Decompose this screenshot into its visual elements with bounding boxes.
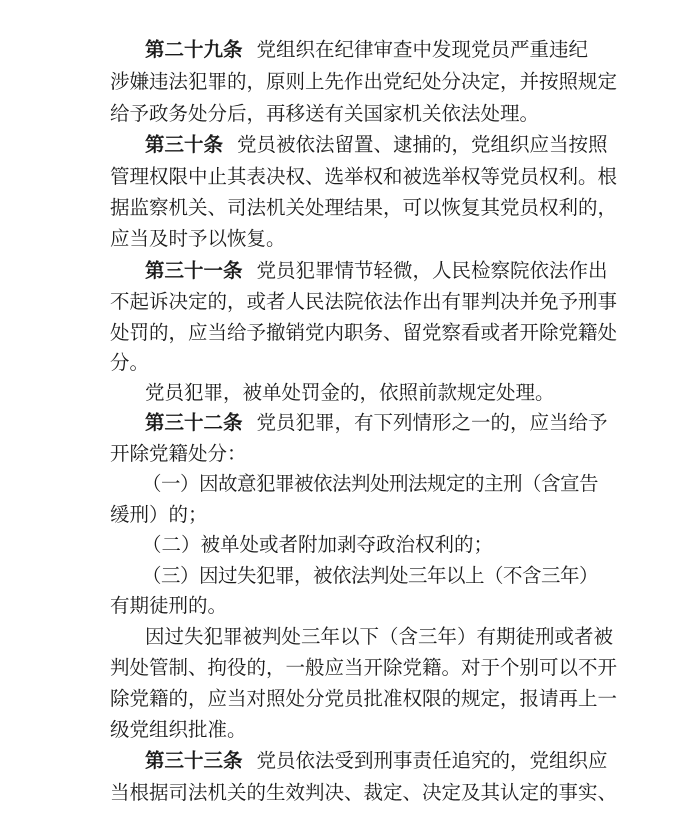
article-29-line-2: 涉嫌违法犯罪的，原则上先作出党纪处分决定，并按照规定: [110, 70, 618, 93]
article-31-line-2: 不起诉决定的，或者人民法院依法作出有罪判决并免予刑事: [110, 290, 618, 313]
article-29-text-1: 党组织在纪律审查中发现党员严重违纪: [256, 38, 589, 61]
article-33-label: 第三十三条: [145, 749, 243, 772]
article-30-line-1: [145, 133, 608, 157]
article-32-item-3-line-1: （三）因过失犯罪，被依法判处三年以上（不含三年）: [142, 564, 599, 587]
article-29-line-3: 给予政务处分后，再移送有关国家机关依法处理。: [110, 102, 540, 125]
article-29-label: 第二十九条: [145, 38, 243, 61]
article-32-para-2-line-4: 级党组织批准。: [110, 718, 247, 741]
article-32-para-2-line-1: 因过失犯罪被判处三年以下（含三年）有期徒刑或者被: [145, 625, 614, 648]
article-33-text-1: 党员依法受到刑事责任追究的，党组织应: [256, 749, 608, 772]
article-31-line-1: [145, 259, 608, 283]
article-32-text-1: 党员犯罪，有下列情形之一的，应当给予: [256, 411, 608, 434]
article-32-para-2-line-2: 判处管制、拘役的，一般应当开除党籍。对于个别可以不开: [110, 656, 618, 679]
article-29-line-1: [145, 38, 588, 62]
article-30-label: 第三十条: [145, 133, 224, 156]
article-33-line-2: 当根据司法机关的生效判决、裁定、决定及其认定的事实、: [110, 781, 618, 804]
article-31-line-3: 处罚的，应当给予撤销党内职务、留党察看或者开除党籍处: [110, 321, 618, 344]
article-30-text-1: 党员被依法留置、逮捕的，党组织应当按照: [237, 133, 608, 156]
article-32-item-3-line-2: 有期徒刑的。: [110, 594, 228, 617]
article-31-label: 第三十一条: [145, 259, 243, 282]
article-32-line-1: [145, 411, 608, 435]
article-32-line-2: 开除党籍处分：: [110, 442, 247, 465]
article-32-para-2-line-3: 除党籍的，应当对照处分党员批准权限的规定，报请再上一: [110, 687, 618, 710]
article-30-line-4: 应当及时予以恢复。: [110, 227, 286, 250]
article-32-item-1-line-2: 缓刑）的；: [110, 503, 208, 526]
article-31-line-4: 分。: [110, 351, 150, 374]
article-32-item-2: （二）被单处或者附加剥夺政治权利的；: [142, 533, 494, 556]
article-32-item-1-line-1: （一）因故意犯罪被依法判处刑法规定的主刑（含宣告: [142, 472, 599, 495]
article-32-label: 第三十二条: [145, 411, 243, 434]
article-33-line-1: [145, 749, 608, 773]
article-30-line-2: 管理权限中止其表决权、选举权和被选举权等党员权利。根: [110, 165, 618, 188]
article-31-para-2: 党员犯罪，被单处罚金的，依照前款规定处理。: [145, 381, 555, 404]
article-31-text-1: 党员犯罪情节轻微，人民检察院依法作出: [256, 259, 608, 282]
article-30-line-3: 据监察机关、司法机关处理结果，可以恢复其党员权利的，: [110, 196, 618, 219]
